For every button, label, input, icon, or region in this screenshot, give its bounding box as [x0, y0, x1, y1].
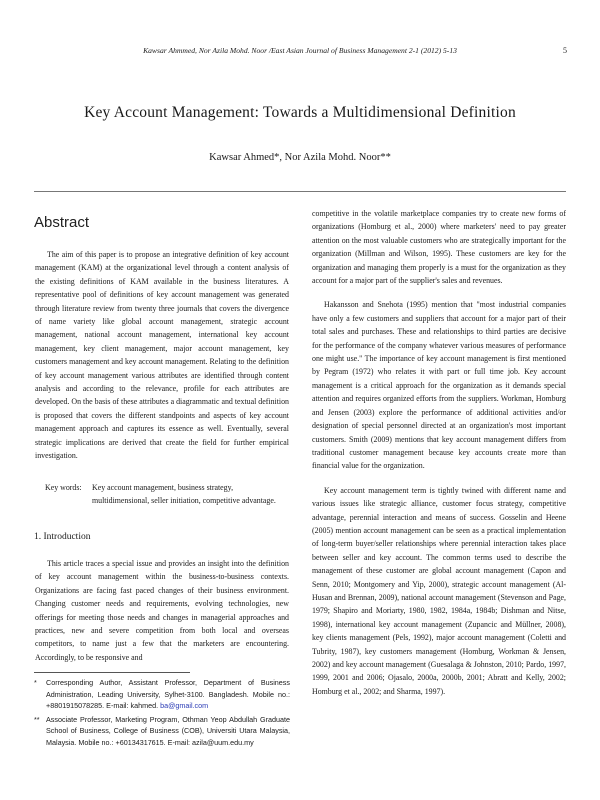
abstract-heading: Abstract: [34, 214, 90, 231]
running-head: Kawsar Ahmmed, Nor Azila Mohd. Noor /East Asian Journal of Business Management 2-1 (2012) 5-13: [143, 46, 457, 55]
keywords-text: Key account management, business strategy, multidimensional, seller initiation, competitive advantage.: [92, 483, 276, 506]
footnote-divider: [34, 672, 190, 673]
introduction-body: [35, 557, 289, 664]
body-paragraph: Key account management term is tightly twined with different name and various issues like strategic alliance, customer focus strategy, competitive advantage, perennial interaction and means of success. Gosselin and Heene (2005) mention account management can be seen as a practical implementation of long-term buyer/seller relationships where perennial interaction takes place between seller and key account. The common terms used to describe the management of these customer are global account management (Capon and Senn, 2010; Montgomery and Yip, 2000), strategic account management (Al-Husan and Brennan, 2009), national account management (Stevenson and Page, 1979; Shapiro and Moriarty, 1980, 1982, 1984a, 1984b; Dishman and Nitse, 1998), international key account management (Zupancic and Müllner, 2008), key clients management (Pels, 1992), major account management (Coletti and Tubrity, 1987), key customers management (Homburg, Workman & Jensen, 2002) and key account management (Guesalaga & Johnston, 2010; Pardo, 1997, 1999, 2001 and 2006; Ojasalo, 2000a, 2000b, 2001; Abratt and Kelly, 2002; Homburg et al., 2002; and Sharma, 1997).: [312, 485, 566, 696]
footnote-mark: *: [34, 678, 37, 687]
paper-title: Key Account Management: Towards a Multidimensional Definition: [84, 104, 516, 121]
footnote-mark: **: [34, 714, 40, 724]
footnote-coauthor: [34, 714, 290, 749]
keywords-block: [45, 481, 289, 508]
right-column: [312, 207, 566, 698]
email-link[interactable]: ba@gmail.com: [160, 701, 209, 711]
author-line: Kawsar Ahmed*, Nor Azila Mohd. Noor**: [209, 152, 391, 163]
footnote-text: Corresponding Author, Assistant Professor, Department of Business Administration, Leading University, Sylhet-3100. Bangladesh. Mobile no.: +8801915078285. E-mail: kahmed.: [46, 678, 290, 711]
abstract-paragraph: The aim of this paper is to propose an integrative definition of key account management (KAM) at the organizational level through a content analysis of the existing definitions of KAM available in the business literatures. A representative pool of definitions of key account management was generated through literature review from twenty three journals that covers the divergence of name variety like global account management, strategic account management, national account management, international key account management, key client management, major account management, key customers management and key account management. Relating to the definition of key account management various attributes are identified through content analysis and according to the relevance, profile for each attributes are developed. On the basis of these attributes a diagrammatic and textual definition is proposed that covers the different standpoints and aspects of key account management approach and captures its essence as well. Eventually, several strategic implications are derived that create the field for further empirical investigation.: [35, 250, 289, 461]
introduction-heading: 1. Introduction: [34, 532, 91, 542]
body-paragraph: competitive in the volatile marketplace companies try to create new forms of organizations (Homburg et al., 2000) where marketers' need to pay greater attention on the most valuable customers who are strategically important for the organization (Millman and Wilson, 1995). These customers are key for the organization and managing them properly is a must for the organization as they account for a major part of the supplier's sales and revenues.: [312, 209, 566, 286]
page-number: 5: [563, 46, 567, 55]
introduction-paragraph: This article traces a special issue and provides an insight into the definition of key account management within the business-to-business contexts. Organizations are facing fast paced changes of their business environment. Changing customer needs and requirements, evolving technologies, new offerings for meeting those needs and changes in managerial approaches and practices, new and severe competition from both local and overseas competitors, to name just a few that the marketers are encountering. Accordingly, to be responsive and: [35, 559, 289, 662]
footnote-text: Associate Professor, Marketing Program, Othman Yeop Abdullah Graduate School of Business, College of Business (COB), Universiti Utara Malaysia, Malaysia. Mobile no.: +60134317615. E-mail: azila@uum.edu.my: [46, 714, 290, 747]
header-divider: [34, 191, 566, 192]
abstract-body: [35, 248, 289, 463]
footnotes: [34, 677, 290, 751]
footnote-corresponding-author: [34, 677, 290, 712]
keywords-label: Key words:: [45, 483, 82, 492]
body-paragraph: Hakansson and Snehota (1995) mention that "most industrial companies have only a few customers and suppliers that account for a major part of their total sales and purchases. These and relationships to third parties are decisive for the performance of the company whatever various measures of performance one might use." The importance of key account management is first mentioned by Pegram (1972) who relates it with part or full time job. Key account management is a critical approach for the organization as it demands special attention and requires organized efforts from the suppliers. Workman, Homburg and Jensen (2003) explore the performance of additional activities and/or designation of special personnel directed at an organization's most important customers. Smith (2009) mentions that key account management differs from traditional customer management because key accounts create more than financial value for the organization.: [312, 300, 566, 471]
